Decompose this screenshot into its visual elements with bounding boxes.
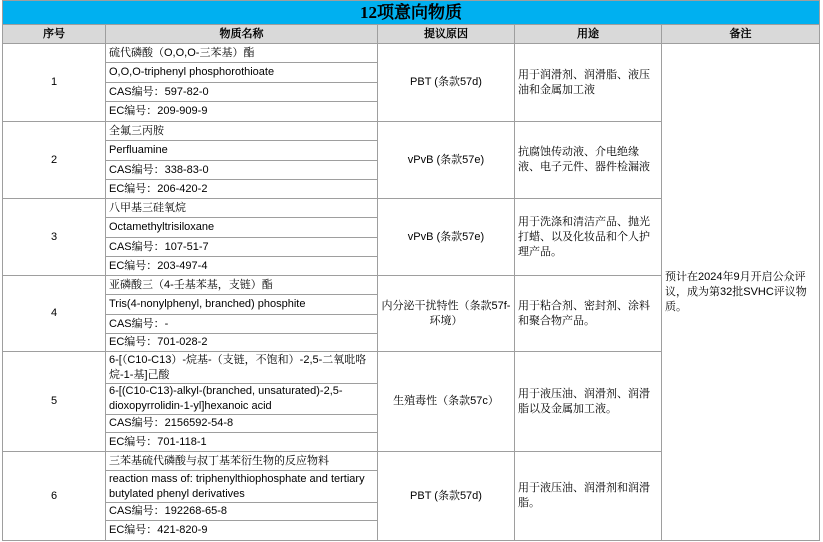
row-5-number: 5	[3, 352, 105, 451]
row-2-name-cn: 全氟三丙胺	[106, 122, 377, 140]
header-remark: 备注	[662, 25, 819, 43]
row-6-cas: CAS编号：192268-65-8	[106, 503, 377, 520]
row-5-use: 用于液压油、润滑剂、润滑脂以及金属加工液。	[515, 352, 661, 451]
header-reason: 提议原因	[378, 25, 514, 43]
row-2-ec: EC编号：206-420-2	[106, 180, 377, 198]
row-2-use: 抗腐蚀传动液、介电绝缘液、电子元件、器件检漏液	[515, 122, 661, 198]
row-2-name-en: Perfluamine	[106, 141, 377, 160]
row-1-name-cn: 硫代磷酸（O,O,O-三苯基）酯	[106, 44, 377, 62]
row-4-ec: EC编号：701-028-2	[106, 334, 377, 351]
row-3-ec: EC编号：203-497-4	[106, 257, 377, 275]
row-1-reason: PBT (条款57d)	[378, 44, 514, 121]
table-title: 12项意向物质	[3, 1, 819, 24]
row-3-name-en: Octamethyltrisiloxane	[106, 218, 377, 237]
row-6-number: 6	[3, 452, 105, 540]
row-1-cas: CAS编号：597-82-0	[106, 83, 377, 101]
row-4-cas: CAS编号：-	[106, 315, 377, 333]
row-4-use: 用于粘合剂、密封剂、涂料和聚合物产品。	[515, 276, 661, 351]
row-2-number: 2	[3, 122, 105, 198]
row-4-reason: 内分泌干扰特性（条款57f-环境）	[378, 276, 514, 351]
remark-cell: 预计在2024年9月开启公众评议，成为第32批SVHC评议物质。	[662, 44, 819, 540]
row-3-name-cn: 八甲基三硅氧烷	[106, 199, 377, 217]
row-3-number: 3	[3, 199, 105, 275]
row-6-ec: EC编号：421-820-9	[106, 521, 377, 540]
substance-table	[2, 0, 820, 541]
row-3-reason: vPvB (条款57e)	[378, 199, 514, 275]
header-use: 用途	[515, 25, 661, 43]
row-6-name-en: reaction mass of: triphenylthiophosphate and tertiary butylated phenyl derivatives	[106, 471, 377, 502]
row-1-name-en: O,O,O-triphenyl phosphorothioate	[106, 63, 377, 82]
row-6-name-cn: 三苯基硫代磷酸与叔丁基苯衍生物的反应物料	[106, 452, 377, 470]
row-4-number: 4	[3, 276, 105, 351]
header-substance-name: 物质名称	[106, 25, 377, 43]
row-1-ec: EC编号：209-909-9	[106, 102, 377, 121]
row-6-use: 用于液压油、润滑剂和润滑脂。	[515, 452, 661, 540]
row-6-reason: PBT (条款57d)	[378, 452, 514, 540]
row-5-reason: 生殖毒性（条款57c）	[378, 352, 514, 451]
row-5-ec: EC编号：701-118-1	[106, 433, 377, 451]
row-4-name-en: Tris(4-nonylphenyl, branched) phosphite	[106, 295, 377, 314]
header-number: 序号	[3, 25, 105, 43]
row-3-use: 用于洗涤和清洁产品、抛光打蜡、以及化妆品和个人护理产品。	[515, 199, 661, 275]
row-3-cas: CAS编号：107-51-7	[106, 238, 377, 256]
row-2-cas: CAS编号：338-83-0	[106, 161, 377, 179]
row-1-number: 1	[3, 44, 105, 121]
row-5-name-en: 6-[(C10-C13)-alkyl-(branched, unsaturated)-2,5-dioxopyrrolidin-1-yl]hexanoic acid	[106, 384, 377, 414]
row-1-use: 用于润滑剂、润滑脂、液压油和金属加工液	[515, 44, 661, 121]
row-2-reason: vPvB (条款57e)	[378, 122, 514, 198]
row-5-cas: CAS编号：2156592-54-8	[106, 415, 377, 432]
row-5-name-cn: 6-[（C10-C13）-烷基-（支链，不饱和）-2,5-二氧吡咯烷-1-基]己酸	[106, 352, 377, 383]
row-4-name-cn: 亚磷酸三（4-壬基苯基，支链）酯	[106, 276, 377, 294]
